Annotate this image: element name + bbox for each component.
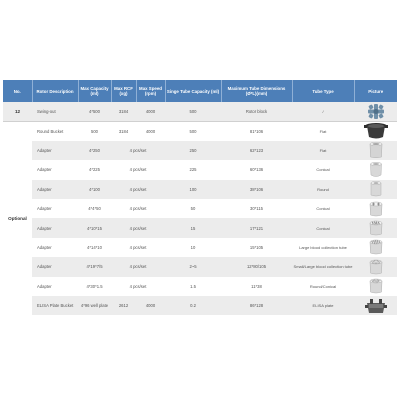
single-tube-capacity: 50 <box>165 199 221 218</box>
header-picture: Picture <box>354 80 397 102</box>
swing-rotor-icon <box>361 103 391 120</box>
header-no: No. <box>3 80 32 102</box>
tube-dimensions: 86*128 <box>221 296 292 315</box>
spec-table <box>3 80 397 315</box>
optional-label: Optional <box>3 121 32 315</box>
single-tube-capacity: 0.2 <box>165 296 221 315</box>
max-speed: 4000 <box>136 121 165 140</box>
tube-type: Small/Large blood collection tube <box>292 257 354 276</box>
adapter-1-5-icon <box>361 277 391 295</box>
max-rcf: 4 pcs/set <box>111 218 165 237</box>
tube-type: Conical <box>292 199 354 218</box>
max-capacity: 4*30*1.5 <box>78 277 111 296</box>
tube-dimensions: 30*115 <box>221 199 292 218</box>
rotor-description: Adapter <box>32 277 78 296</box>
tube-type: Conical <box>292 160 354 179</box>
rotor-description: Adapter <box>32 199 78 218</box>
header-row <box>3 80 397 102</box>
header-max-capacity: Max Capacity (ml) <box>78 80 111 102</box>
tube-type: Round <box>292 180 354 199</box>
rotor-description: Swing-out <box>32 102 78 121</box>
header-max-tube-dimensions: Maximum Tube Dimensions (Ø*L)(mm) <box>221 80 292 102</box>
tube-type: ELISA plate <box>292 296 354 315</box>
header-tube-type: Tube Type <box>292 80 354 102</box>
max-rcf: 4 pcs/set <box>111 141 165 160</box>
max-capacity: 4*96 well plate <box>78 296 111 315</box>
tube-dimensions: 62*123 <box>221 141 292 160</box>
table-row <box>3 160 397 179</box>
rotor-description: Round Bucket <box>32 121 78 140</box>
single-tube-capacity: 250 <box>165 141 221 160</box>
tube-dimensions: Rotor block <box>221 102 292 121</box>
single-tube-capacity: 500 <box>165 121 221 140</box>
adapter-15-icon <box>361 219 391 237</box>
max-capacity: 4*10*15 <box>78 218 111 237</box>
table-row <box>3 121 397 140</box>
table-row <box>3 218 397 237</box>
rotor-description: Adapter <box>32 257 78 276</box>
max-speed: 4000 <box>136 102 165 121</box>
max-capacity: 500 <box>78 121 111 140</box>
rotor-description: Adapter <box>32 238 78 257</box>
elisa-bucket-icon <box>361 297 391 315</box>
max-rcf: 4 pcs/set <box>111 277 165 296</box>
single-tube-capacity: 15 <box>165 218 221 237</box>
table-row <box>3 180 397 199</box>
max-capacity: 4*100 <box>78 180 111 199</box>
header-max-speed: Max Speed (rpm) <box>136 80 165 102</box>
adapter-100-icon <box>361 180 391 198</box>
table-row <box>3 296 397 315</box>
tube-type: Flat <box>292 141 354 160</box>
rotor-description: ELISA Plate Bucket <box>32 296 78 315</box>
tube-dimensions: 81*106 <box>221 121 292 140</box>
tube-type: Large blood collection tube <box>292 238 354 257</box>
single-tube-capacity: 100 <box>165 180 221 199</box>
tube-dimensions: 60*136 <box>221 160 292 179</box>
single-tube-capacity: 500 <box>165 102 221 121</box>
max-rcf: 4 pcs/set <box>111 257 165 276</box>
max-capacity: 4*14*10 <box>78 238 111 257</box>
adapter-50-icon <box>361 200 391 218</box>
tube-dimensions: 12*80/105 <box>221 257 292 276</box>
adapter-225-icon <box>361 161 391 179</box>
max-rcf: 4 pcs/set <box>111 238 165 257</box>
single-tube-capacity: 225 <box>165 160 221 179</box>
table-row <box>3 277 397 296</box>
max-rcf: 4 pcs/set <box>111 180 165 199</box>
single-tube-capacity: 2~5 <box>165 257 221 276</box>
max-rcf: 2612 <box>111 296 136 315</box>
max-capacity: 4*4*50 <box>78 199 111 218</box>
tube-type: Round/Conical <box>292 277 354 296</box>
header-single-tube-capacity: Singe Tube Capacity (ml) <box>165 80 221 102</box>
max-speed: 4000 <box>136 296 165 315</box>
tube-type: Flat <box>292 121 354 140</box>
max-capacity: 4*225 <box>78 160 111 179</box>
table-row <box>3 141 397 160</box>
max-rcf: 4 pcs/set <box>111 160 165 179</box>
max-capacity: 4*250 <box>78 141 111 160</box>
tube-dimensions: 38*106 <box>221 180 292 199</box>
rotor-description: Adapter <box>32 180 78 199</box>
rotor-description: Adapter <box>32 141 78 160</box>
tube-dimensions: 15*105 <box>221 238 292 257</box>
max-capacity: 4*500 <box>78 102 111 121</box>
single-tube-capacity: 10 <box>165 238 221 257</box>
rotor-description: Adapter <box>32 160 78 179</box>
tube-dimensions: 17*121 <box>221 218 292 237</box>
tube-dimensions: 11*38 <box>221 277 292 296</box>
max-rcf: 3184 <box>111 121 136 140</box>
table-row <box>3 238 397 257</box>
single-tube-capacity: 1.5 <box>165 277 221 296</box>
header-rotor-description: Rotor Description <box>32 80 78 102</box>
table-row <box>3 199 397 218</box>
adapter-10-icon <box>361 238 391 256</box>
rotor-description: Adapter <box>32 218 78 237</box>
table-row <box>3 257 397 276</box>
round-bucket-icon <box>361 122 391 140</box>
tube-type: / <box>292 102 354 121</box>
max-rcf: 4 pcs/set <box>111 199 165 218</box>
header-max-rcf: Max RCF (xg) <box>111 80 136 102</box>
max-rcf: 3184 <box>111 102 136 121</box>
adapter-250-icon <box>361 141 391 159</box>
adapter-5-icon <box>361 258 391 276</box>
max-capacity: 4*19*7/5 <box>78 257 111 276</box>
table-row <box>3 102 397 121</box>
row-number: 12 <box>3 102 32 121</box>
tube-type: Conical <box>292 218 354 237</box>
